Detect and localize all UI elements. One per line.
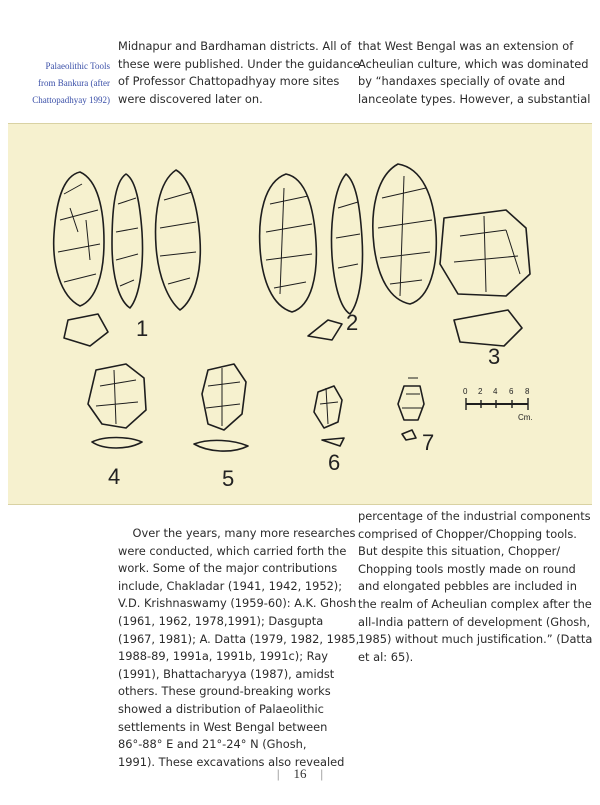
- tool-label-6: 6: [328, 450, 341, 475]
- text-line: But despite this situation, Chopper/: [358, 544, 561, 559]
- scale-bar: [466, 398, 528, 410]
- tool-label-2: 2: [346, 310, 359, 335]
- text-line: et al: 65).: [358, 649, 414, 664]
- text-line: (1991), Bhattacharyya (1987), amidst: [118, 666, 335, 681]
- tool-label-1: 1: [136, 316, 149, 341]
- text-line: lanceolate types. However, a substantial: [358, 91, 591, 106]
- page-number: [0, 766, 600, 782]
- tool-3-drawing: [440, 210, 530, 346]
- tool-labels: [108, 310, 533, 491]
- text-line: these were published. Under the guidance: [118, 56, 361, 71]
- text-line: and elongated pebbles are included in: [358, 579, 577, 594]
- text-line: Over the years, many more researches: [118, 526, 356, 540]
- tool-6-drawing: [314, 386, 344, 446]
- text-line: that West Bengal was an extension of: [358, 39, 574, 53]
- text-line: others. These ground-breaking works: [118, 684, 331, 699]
- tools-illustration: [8, 123, 592, 505]
- tools-drawing: [8, 124, 592, 504]
- scale-tick-label: 6: [509, 387, 514, 396]
- scale-tick-label: 2: [478, 387, 483, 396]
- text-line: include, Chakladar (1941, 1942, 1952);: [118, 578, 343, 593]
- text-line: settlements in West Bengal between: [118, 719, 328, 734]
- text-line: showed a distribution of Palaeolithic: [118, 701, 324, 716]
- scale-tick-label: 4: [493, 387, 498, 396]
- text-line: by “handaxes specially of ovate and: [358, 74, 566, 89]
- text-line: (1967, 1981); A. Datta (1979, 1982, 1985,: [118, 631, 360, 646]
- scale-tick-label: 0: [463, 387, 468, 396]
- top-right-column: [358, 38, 591, 108]
- tool-7-drawing: [398, 378, 424, 440]
- tool-label-3: 3: [488, 344, 501, 369]
- text-line: were discovered later on.: [118, 91, 263, 106]
- text-line: V.D. Krishnaswamy (1959-60): A.K. Ghosh: [118, 596, 357, 611]
- text-line: 1988-89, 1991a, 1991b, 1991c); Ray: [118, 649, 329, 664]
- caption-line: from Bankura (after: [38, 78, 110, 88]
- tool-4-drawing: [88, 364, 146, 448]
- text-line: all-India pattern of development (Ghosh,: [358, 614, 591, 629]
- page-number-divider: |: [320, 766, 324, 781]
- text-line: work. Some of the major contributions: [118, 561, 338, 576]
- text-line: 1991). These excavations also revealed: [118, 754, 345, 769]
- page-number-value: 16: [293, 766, 307, 781]
- tool-5-drawing: [194, 364, 248, 451]
- text-line: of Professor Chattopadhyay more sites: [118, 74, 340, 89]
- page-number-divider: |: [276, 766, 280, 781]
- text-line: percentage of the industrial components: [358, 509, 591, 523]
- scale-unit-label: Cm.: [518, 413, 533, 422]
- top-left-column: [118, 38, 361, 108]
- text-line: comprised of Chopper/Chopping tools.: [358, 526, 577, 541]
- tool-1-drawing: [54, 170, 201, 346]
- tool-label-5: 5: [222, 466, 235, 491]
- text-line: the realm of Acheulian complex after the: [358, 596, 592, 611]
- bottom-right-column: [358, 508, 593, 666]
- tool-label-7: 7: [422, 430, 435, 455]
- text-line: 1985) without much justification.” (Datta: [358, 632, 593, 647]
- bottom-left-column: [118, 525, 360, 771]
- text-line: (1961, 1962, 1978,1991); Dasgupta: [118, 613, 324, 628]
- caption-line: Palaeolithic Tools: [45, 61, 110, 71]
- text-line: were conducted, which carried forth the: [118, 543, 347, 558]
- scale-tick-label: 8: [525, 387, 530, 396]
- text-line: 86°-88° E and 21°-24° N (Ghosh,: [118, 737, 307, 752]
- text-line: Midnapur and Bardhaman districts. All of: [118, 39, 352, 53]
- tool-label-4: 4: [108, 464, 121, 489]
- text-line: Acheulian culture, which was dominated: [358, 56, 589, 71]
- figure-caption: [14, 58, 110, 109]
- caption-line: Chattopadhyay 1992): [32, 95, 110, 105]
- text-line: Chopping tools mostly made on round: [358, 561, 576, 576]
